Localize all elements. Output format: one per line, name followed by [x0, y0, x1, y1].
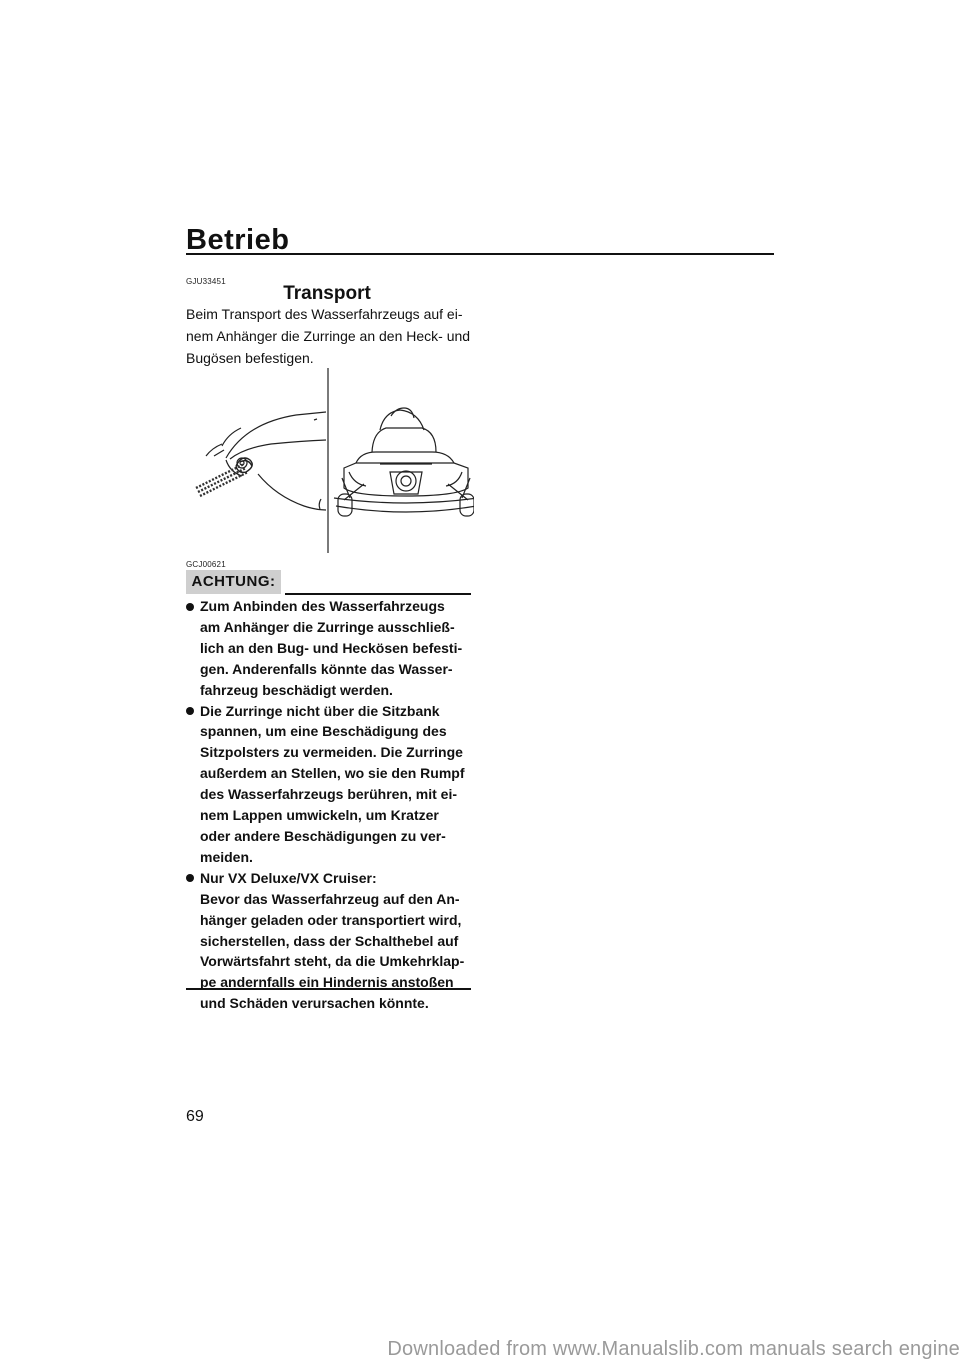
caution-list	[186, 596, 478, 1014]
caution-item-text: Die Zurringe nicht über die Sitzbank spannen, um eine Beschädigung des Sitzpolsters zu vermeiden. Die Zurringe außerdem an Stellen, wo sie den Rumpf des Wasserfahrzeugs berühren, mit ei- nem Lappen umwickeln, um Kratzer oder andere Beschädigungen zu ver- meiden.	[200, 702, 465, 865]
caution-code: GCJ00621	[186, 560, 226, 569]
caution-item	[186, 701, 478, 868]
section-code: GJU33451	[186, 277, 226, 286]
chapter-divider	[186, 253, 774, 255]
watercraft-rear-view	[334, 408, 474, 516]
intro-paragraph: Beim Transport des Wasserfahrzeugs auf ei- nem Anhänger die Zurringe an den Heck- und Bugösen befestigen.	[186, 306, 471, 366]
transport-illustration	[186, 368, 474, 553]
caution-item-text: Nur VX Deluxe/VX Cruiser: Bevor das Wasserfahrzeug auf den An- hänger geladen oder transportiert wird, sicherstellen, dass der Schalthebel auf Vorwärtsfahrt steht, da die Umkehrklap- pe andernfalls ein Hindernis anstoßen und Schäden verursachen könnte.	[200, 869, 465, 1012]
caution-label: ACHTUNG:	[186, 570, 281, 594]
bow-eye-detail	[206, 412, 326, 510]
caution-item	[186, 868, 478, 1014]
tie-down-rope	[196, 464, 248, 496]
footer-watermark-url: Downloaded from www.Manualslib.com manuals search engine	[387, 1338, 960, 1360]
caution-item	[186, 596, 478, 701]
bullet-icon	[186, 874, 194, 882]
caution-top-rule	[285, 593, 471, 595]
caution-item-text: Zum Anbinden des Wasserfahrzeugs am Anhänger die Zurringe ausschließ- lich an den Bug- und Heckösen befesti- gen. Anderenfalls könnte das Wasser- fahrzeug beschädigt werden.	[200, 598, 463, 698]
section-heading: Transport	[283, 283, 371, 304]
chapter-title: Betrieb	[186, 224, 290, 256]
bullet-icon	[186, 707, 194, 715]
page-number: 69	[186, 1108, 204, 1125]
caution-bottom-rule	[186, 988, 471, 990]
bullet-icon	[186, 603, 194, 611]
